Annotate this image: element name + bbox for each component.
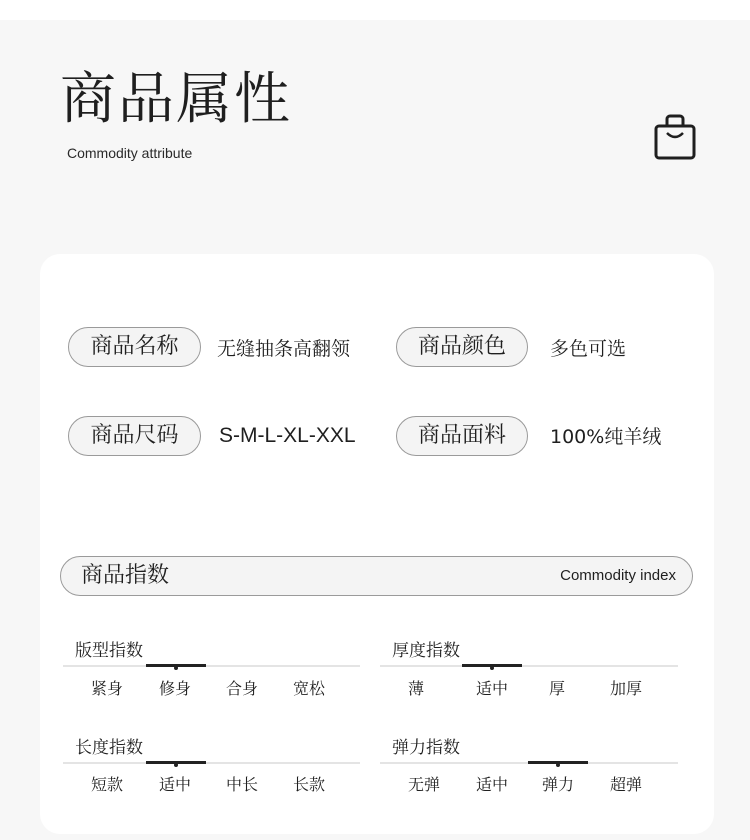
attr-value-size: S-M-L-XL-XXL: [219, 424, 356, 447]
attr-label-name: 商品名称: [68, 327, 201, 367]
fit-index-track: [63, 665, 360, 667]
page-subtitle: Commodity attribute: [67, 145, 193, 161]
fit-option: 宽松: [292, 679, 325, 698]
attr-value-color: 多色可选: [550, 338, 627, 360]
attr-label-color: 商品颜色: [396, 327, 528, 367]
attr-label-size: 商品尺码: [68, 416, 201, 456]
fit-option: 修身: [158, 679, 191, 698]
commodity-index-bar: [60, 556, 693, 596]
elasticity-option: 无弹: [407, 775, 440, 794]
thickness-index-label: 厚度指数: [392, 641, 460, 661]
length-index-track: [63, 762, 360, 764]
attr-value-fabric: 100%纯羊绒: [550, 426, 662, 448]
elasticity-index-marker: [528, 761, 588, 764]
length-option: 中长: [225, 775, 258, 794]
fit-option: 合身: [225, 679, 258, 698]
attr-label-fabric: 商品面料: [396, 416, 528, 456]
length-option: 适中: [158, 775, 191, 794]
length-option: 短款: [90, 775, 123, 794]
thickness-index-marker: [462, 664, 522, 667]
elasticity-option: 超弹: [609, 775, 642, 794]
page-title: 商品属性: [60, 67, 292, 132]
index-title: 商品指数: [81, 563, 170, 588]
attr-value-name: 无缝抽条高翻领: [217, 338, 351, 360]
elasticity-index-label: 弹力指数: [392, 738, 460, 758]
length-index-label: 长度指数: [75, 738, 143, 758]
thickness-option: 适中: [475, 679, 508, 698]
index-title-en: Commodity index: [560, 567, 676, 584]
thickness-option: 厚: [548, 679, 565, 698]
thickness-index-track: [380, 665, 678, 667]
fit-index-marker: [146, 664, 206, 667]
thickness-option: 加厚: [609, 679, 642, 698]
length-option: 长款: [292, 775, 325, 794]
fit-option: 紧身: [90, 679, 123, 698]
elasticity-option: 适中: [475, 775, 508, 794]
length-index-marker: [146, 761, 206, 764]
shopping-bag-icon: [654, 112, 696, 160]
elasticity-option: 弹力: [541, 775, 574, 794]
thickness-option: 薄: [407, 679, 424, 698]
fit-index-label: 版型指数: [75, 641, 143, 661]
